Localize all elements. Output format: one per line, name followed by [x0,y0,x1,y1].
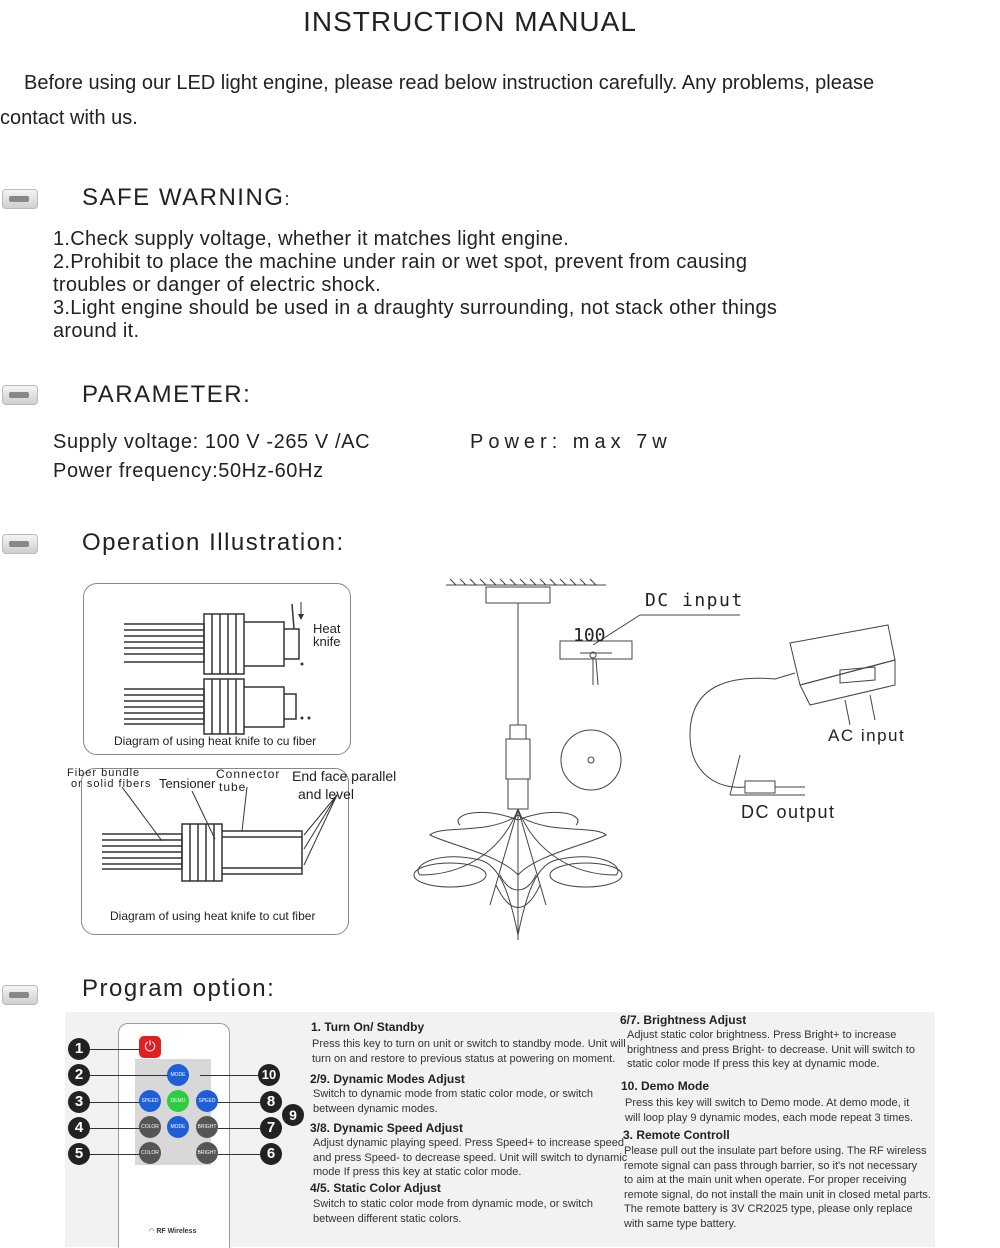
warning-line-2: 2.Prohibit to place the machine under rain or wet spot, prevent from causing [53,251,748,273]
safe-warning-colon: : [284,189,291,209]
demo-button[interactable]: DEMO [167,1090,189,1112]
warning-line-4: 3.Light engine should be used in a draughty surrounding, not stack other things [53,297,778,319]
warning-line-3: troubles or danger of electric shock. [53,274,381,296]
color-minus-button[interactable]: COLOR [139,1142,161,1164]
section-title-program: Program option: [82,975,276,1002]
section-bullet-icon [2,385,38,405]
callout-number: 8 [260,1091,282,1113]
callout-line [90,1128,140,1129]
callout-line [218,1128,260,1129]
program-heading: 2/9. Dynamic Modes Adjust [310,1072,465,1086]
bright-minus-button[interactable]: BRIGHT [196,1142,218,1164]
callout-line [218,1102,260,1103]
program-text: Please pull out the insulate part before using. The RF wireless remote signal can pass through barrier, so it's not necessary to aim at the main unit when operate. For proper receiving remote signal, do not install the main unit in closed metal parts. The remote battery is 3V CR2025 type, please only replace with same type battery. [624,1145,931,1230]
program-text: Adjust dynamic playing speed. Press Speed+ to increase speed and press Speed- to decrease speed. Unit will switch to dynamic mode If press this key at static color mode. [313,1137,628,1178]
section-bullet-icon [2,534,38,554]
callout-number: 6 [260,1143,282,1165]
label-ac-input: AC input [828,726,906,745]
label-connector-2: tube [219,780,247,794]
program-heading: 10. Demo Mode [621,1079,710,1093]
label-heat-knife: Heat knife [313,621,341,649]
intro-line-2: contact with us. [0,107,138,129]
callout-number: 2 [68,1064,90,1086]
section-title-safe-warning: SAFE WARNING: [82,184,291,211]
bright-plus-button[interactable]: BRIGHT [196,1116,218,1138]
param-power: Power: max 7w [470,431,672,453]
caption-diagram-2: Diagram of using heat knife to cut fiber [110,909,316,923]
heat-knife-diagram-box [83,583,351,755]
program-text: Press this key to turn on unit or switch to standby mode. Unit will turn on and restore to previous status at powering on moment. [312,1038,626,1065]
callout-number: 3 [68,1091,90,1113]
label-100: 100 [573,625,606,646]
label-end-face-1: End face parallel [292,768,397,784]
wifi-icon: ◠ [149,1228,157,1235]
param-voltage: Supply voltage: 100 V -265 V /AC [53,431,371,453]
callout-number: 5 [68,1143,90,1165]
chandelier-adapter-illustration [400,575,960,950]
program-heading: 3. Remote Controll [623,1128,730,1142]
callout-number: 9 [282,1104,304,1126]
callout-line [90,1075,168,1076]
power-icon[interactable]: ⏻ [139,1036,161,1058]
callout-line [90,1049,140,1050]
program-text: Switch to dynamic mode from static color mode, or switch between dynamic modes. [313,1088,593,1115]
section-title-parameter: PARAMETER: [82,381,252,408]
label-fiber-bundle-1: Fiber bundle [67,767,141,779]
callout-line [90,1102,140,1103]
caption-diagram-1: Diagram of using heat knife to cu fiber [114,734,317,748]
program-heading: 6/7. Brightness Adjust [620,1013,747,1027]
speed-plus-button[interactable]: SPEED [196,1090,218,1112]
color-plus-button[interactable]: COLOR [139,1116,161,1138]
label-connector-1: Connector [216,767,281,781]
cable-connector-illustration [84,584,350,754]
callout-number: 4 [68,1117,90,1139]
program-heading: 4/5. Static Color Adjust [310,1181,441,1195]
label-dc-output: DC output [741,802,836,822]
mode-minus-button[interactable]: MODE [167,1116,189,1138]
section-bullet-icon [2,985,38,1005]
label-tensioner: Tensioner [159,776,216,791]
warning-line-5: around it. [53,320,140,342]
program-text: Switch to static color mode from dynamic mode, or switch between different static colors. [313,1198,593,1225]
callout-line [200,1075,258,1076]
callout-number: 1 [68,1038,90,1060]
label-fiber-bundle-2: or solid fibers [71,778,152,790]
program-heading: 3/8. Dynamic Speed Adjust [310,1121,463,1135]
warning-line-1: 1.Check supply voltage, whether it matches light engine. [53,228,569,250]
param-frequency: Power frequency:50Hz-60Hz [53,460,324,482]
mode-plus-button[interactable]: MODE [167,1064,189,1086]
label-dc-input: DC input [645,590,744,611]
remote-brand: ◠ RF Wireless [149,1228,197,1235]
label-end-face-2: and level [298,786,355,802]
intro-line-1: Before using our LED light engine, please read below instruction carefully. Any problems, please [24,72,875,94]
program-text: Adjust static color brightness. Press Bright+ to increase brightness and press Bright- to decrease. Unit will switch to static color mode If press this key at dynamic mode. [627,1029,915,1070]
section-bullet-icon [2,189,38,209]
program-text: Press this key will switch to Demo mode. At demo mode, it will loop play 9 dynamic modes, each mode repeat 3 times. [625,1097,913,1124]
remote-control [118,1023,230,1248]
page-title: INSTRUCTION MANUAL [303,6,637,37]
callout-number: 7 [260,1117,282,1139]
speed-minus-button[interactable]: SPEED [139,1090,161,1112]
callout-number: 10 [258,1064,280,1086]
callout-line [90,1154,140,1155]
program-heading: 1. Turn On/ Standby [311,1020,425,1034]
callout-line [218,1154,260,1155]
section-title-operation: Operation Illustration: [82,529,345,556]
